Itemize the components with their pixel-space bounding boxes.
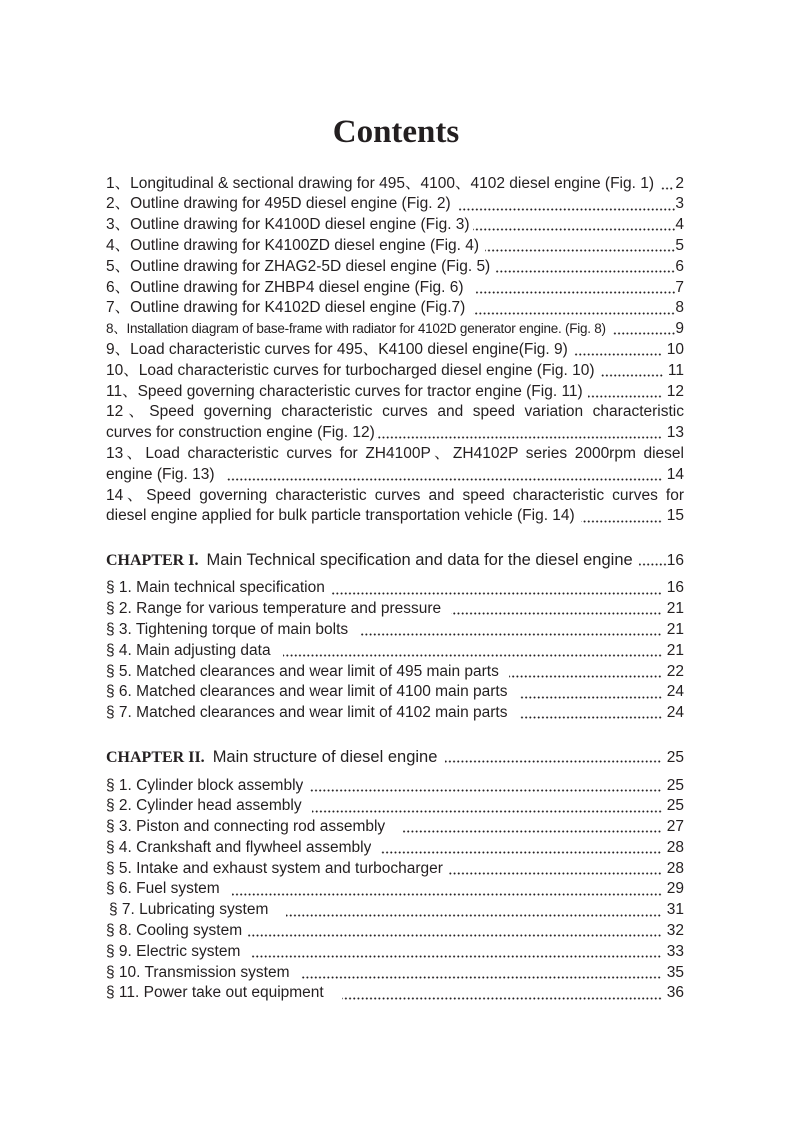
page-title: Contents: [332, 114, 460, 150]
toc-entry-section: [106, 796, 684, 817]
entry-title: 3、Outline drawing for K4100D diesel engine (Fig. 3): [106, 216, 470, 234]
chapter-heading-2: [106, 746, 684, 768]
page-number: 3: [675, 195, 684, 213]
entry-title-line-2: engine (Fig. 13): [106, 465, 215, 483]
dot-leader: [376, 423, 662, 444]
dot-leader: [342, 983, 662, 1004]
chapter-title: Main Technical specification and data for the diesel engine: [206, 550, 633, 569]
entry-title: § 11. Power take out equipment: [106, 984, 324, 1002]
page-number: 24: [666, 683, 684, 701]
dot-leader: [331, 578, 662, 599]
entry-last-line: [106, 465, 684, 486]
dot-leader: [445, 746, 661, 768]
toc-entry-fig-11: [106, 382, 684, 403]
toc-entry-fig-5: [106, 257, 684, 278]
dot-leader: [601, 361, 663, 382]
dot-leader: [381, 838, 661, 859]
toc-entry-section: [106, 703, 684, 724]
toc-entry-fig-8: [106, 319, 684, 340]
dot-leader: [360, 620, 662, 641]
entry-title-line-2: diesel engine applied for bulk particle transportation vehicle (Fig. 14): [106, 507, 575, 525]
toc-entry-section: [106, 921, 684, 942]
entry-title: § 3. Piston and connecting rod assembly: [106, 818, 386, 836]
toc-entry-section: [106, 776, 684, 797]
toc-entry-section: [106, 662, 684, 683]
toc-entry-fig-1: [106, 174, 684, 195]
dot-leader: [248, 921, 662, 942]
dot-leader: [639, 549, 667, 571]
entry-title: 4、Outline drawing for K4100ZD diesel engine (Fig. 4): [106, 236, 480, 254]
toc-entry-section: [106, 983, 684, 1004]
page-number: 28: [666, 838, 684, 856]
dot-leader: [473, 215, 676, 236]
dot-leader: [660, 174, 673, 195]
dot-leader: [227, 465, 662, 486]
page-number: 24: [666, 704, 684, 722]
dot-leader: [485, 236, 675, 257]
chapter-title: Main structure of diesel engine: [212, 747, 438, 766]
dot-leader: [283, 641, 662, 662]
page-number: 11: [667, 361, 684, 379]
toc-entry-section: [106, 817, 684, 838]
entry-title-line-1: 12、Speed governing characteristic curves and speed variation characteristic: [106, 403, 684, 421]
toc-entry-fig-14: [106, 486, 684, 528]
entry-title: § 6. Matched clearances and wear limit of 4100 main parts: [106, 683, 508, 701]
entry-title: 10、Load characteristic curves for turbocharged diesel engine (Fig. 10): [106, 361, 595, 379]
entry-title: § 2. Cylinder head assembly: [106, 797, 302, 815]
entry-last-line: [106, 506, 684, 527]
toc-entry-section: [106, 838, 684, 859]
page-number: 33: [666, 942, 684, 960]
page-number: 31: [666, 901, 684, 919]
page-number: 9: [675, 320, 684, 338]
toc-entry-section: [106, 900, 684, 921]
page-number: 4: [675, 216, 684, 234]
dot-leader: [232, 879, 662, 900]
toc-entry-section: [106, 620, 684, 641]
entry-title: 8、Installation diagram of base-frame with radiator for 4102D generator engine. (Fig. 8): [106, 321, 606, 337]
page-number: 15: [666, 507, 684, 525]
entry-title: § 7. Lubricating system: [109, 901, 269, 919]
dot-leader: [312, 796, 662, 817]
entry-title: § 7. Matched clearances and wear limit of 4102 main parts: [106, 704, 508, 722]
page-number: 12: [666, 382, 684, 400]
entry-last-line: [106, 423, 684, 444]
entry-title: 9、Load characteristic curves for 495、K4100 diesel engine(Fig. 9): [106, 340, 568, 358]
page-number: 35: [666, 963, 684, 981]
dot-leader: [588, 382, 662, 403]
page-number: 32: [666, 922, 684, 940]
dot-leader: [309, 776, 661, 797]
page-number: 16: [666, 579, 684, 597]
dot-leader: [301, 963, 661, 984]
page-number: 2: [675, 174, 684, 192]
entry-title-line-2: curves for construction engine (Fig. 12): [106, 424, 375, 442]
entry-title: § 1. Cylinder block assembly: [106, 776, 304, 794]
entry-title: § 5. Intake and exhaust system and turbocharger: [106, 859, 443, 877]
page-number: 13: [666, 424, 684, 442]
entry-title: 1、Longitudinal & sectional drawing for 495、4100、4102 diesel engine (Fig. 1): [106, 174, 655, 192]
dot-leader: [476, 278, 676, 299]
toc-entry-fig-9: [106, 340, 684, 361]
page-number: 22: [666, 662, 684, 680]
entry-title: § 6. Fuel system: [106, 880, 220, 898]
table-of-contents: [106, 174, 684, 1005]
toc-entry-section: [106, 879, 684, 900]
entry-title-line-1: 13、Load characteristic curves for ZH4100P、ZH4102P series 2000rpm diesel: [106, 444, 684, 462]
toc-entry-section: [106, 599, 684, 620]
toc-entry-section: [106, 641, 684, 662]
dot-leader: [473, 298, 675, 319]
dot-leader: [581, 506, 662, 527]
toc-entry-fig-3: [106, 215, 684, 236]
dot-leader: [451, 599, 662, 620]
dot-leader: [496, 257, 675, 278]
figure-list: [106, 174, 684, 528]
page-number: 14: [666, 465, 684, 483]
toc-entry-fig-4: [106, 236, 684, 257]
dot-leader: [520, 682, 662, 703]
toc-entry-fig-2: [106, 194, 684, 215]
entry-title: § 4. Main adjusting data: [106, 641, 271, 659]
chapter-number: CHAPTER I.: [106, 551, 199, 569]
dot-leader: [403, 817, 662, 838]
page-number: 10: [666, 340, 684, 358]
entry-title: 5、Outline drawing for ZHAG2-5D diesel engine (Fig. 5): [106, 257, 491, 275]
page-number: 36: [666, 984, 684, 1002]
page-number: 5: [675, 236, 684, 254]
entry-title-line-1: 14、Speed governing characteristic curves and speed characteristic curves for: [106, 486, 684, 504]
toc-entry-section: [106, 578, 684, 599]
dot-leader: [449, 859, 662, 880]
toc-entry-fig-10: [106, 361, 684, 382]
toc-entry-fig-12: [106, 402, 684, 444]
page-number: 21: [666, 600, 684, 618]
page-number: 6: [675, 257, 684, 275]
entry-title: 7、Outline drawing for K4102D diesel engine (Fig.7): [106, 299, 466, 317]
entry-title: 6、Outline drawing for ZHBP4 diesel engine (Fig. 6): [106, 278, 464, 296]
toc-entry-section: [106, 682, 684, 703]
page-number: 28: [666, 859, 684, 877]
toc-entry-section: [106, 859, 684, 880]
chapter-2-sections: [106, 776, 684, 1005]
entry-title: § 1. Main technical specification: [106, 579, 325, 597]
page-number: 7: [675, 278, 684, 296]
chapter-number: CHAPTER II.: [106, 748, 205, 766]
page-number: 16: [666, 551, 684, 569]
chapter-heading-1: [106, 549, 684, 571]
page-number: 21: [666, 620, 684, 638]
dot-leader: [520, 703, 662, 724]
page-number: 21: [666, 641, 684, 659]
page-number: 25: [666, 776, 684, 794]
entry-title: § 10. Transmission system: [106, 963, 290, 981]
toc-entry-fig-6: [106, 278, 684, 299]
entry-title: § 8. Cooling system: [106, 922, 243, 940]
dot-leader: [286, 900, 661, 921]
entry-title: § 5. Matched clearances and wear limit of 495 main parts: [106, 662, 499, 680]
dot-leader: [574, 340, 662, 361]
toc-entry-fig-7: [106, 298, 684, 319]
dot-leader: [612, 319, 676, 340]
page-number: 27: [666, 818, 684, 836]
entry-title: § 3. Tightening torque of main bolts: [106, 620, 349, 638]
page-number: 29: [666, 880, 684, 898]
entry-title: 2、Outline drawing for 495D diesel engine (Fig. 2): [106, 195, 451, 213]
toc-entry-section: [106, 963, 684, 984]
page-number: 8: [675, 299, 684, 317]
chapter-1-sections: [106, 578, 684, 724]
dot-leader: [459, 194, 676, 215]
entry-title: § 9. Electric system: [106, 942, 241, 960]
entry-title: § 2. Range for various temperature and pressure: [106, 600, 442, 618]
page-number: 25: [666, 748, 684, 766]
entry-title: 11、Speed governing characteristic curves for tractor engine (Fig. 11): [106, 382, 583, 400]
toc-entry-section: [106, 942, 684, 963]
entry-title: § 4. Crankshaft and flywheel assembly: [106, 838, 372, 856]
page-number: 25: [666, 797, 684, 815]
toc-entry-fig-13: [106, 444, 684, 486]
dot-leader: [509, 662, 662, 683]
dot-leader: [252, 942, 661, 963]
